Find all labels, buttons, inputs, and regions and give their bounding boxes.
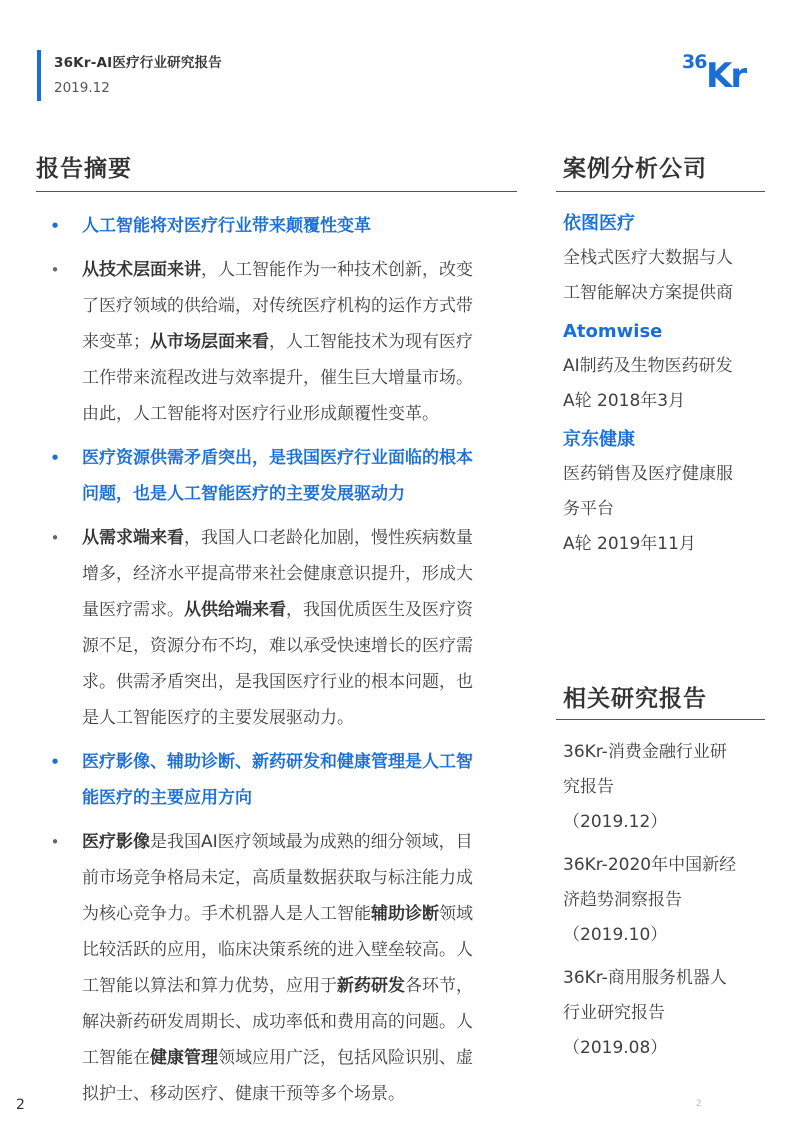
body-text: ，我国优质医生及医疗资 [286,600,473,620]
emphasis-text: 从市场层面来看 [150,332,269,352]
company-name: 京东健康 [563,429,635,450]
body-text: 比较活跃的应用，临床决策系统的进入壁垒较高。人 [82,940,473,960]
body-text: 了医疗领域的供给端，对传统医疗机构的运作方式带 [82,296,473,316]
body-text: ，人工智能技术为现有医疗 [269,332,473,352]
svg-text:Kr: Kr [706,56,746,94]
text-line: 人工智能将对医疗行业带来颠覆性变革 [82,216,371,236]
text-line [82,896,520,932]
emphasis-text: 辅助诊断 [371,904,439,924]
body-text: 工智能在 [82,1048,150,1068]
key-point [48,744,520,816]
company-description: 工智能解决方案提供商 [563,283,733,303]
report-date: （2019.12） [563,812,668,832]
emphasis-text: 从供给端来看 [184,600,286,620]
body-text: 拟护士、移动医疗、健康干预等多个场景。 [82,1084,405,1104]
report-title: 济趋势洞察报告 [563,890,682,910]
cases-heading: 案例分析公司 [563,156,707,182]
related-report[interactable] [563,848,768,953]
spacer [48,512,520,520]
report-date: （2019.10） [563,925,668,945]
detail-paragraph [48,252,520,432]
emphasis-text: 健康管理 [150,1048,218,1068]
company-description: 务平台 [563,499,614,519]
body-text: 量医疗需求。 [82,600,184,620]
body-text: 由此，人工智能将对医疗行业形成颠覆性变革。 [82,404,439,424]
key-point [48,440,520,512]
bullet-icon: • [50,261,60,279]
text-line [82,1004,520,1040]
key-point [48,208,520,244]
text-line: 问题，也是人工智能医疗的主要发展驱动力 [82,484,405,504]
summary-heading: 报告摘要 [36,156,132,182]
bullet-icon: • [50,753,60,771]
company-description: AI制药及生物医药研发 [563,356,733,376]
related-list [563,735,768,1074]
text-line [82,664,520,700]
body-text: 为核心竞争力。手术机器人是人工智能 [82,904,371,924]
summary-divider [36,191,517,192]
text-line [82,520,520,556]
body-text: 领域应用广泛，包括风险识别、虚 [218,1048,473,1068]
emphasis-text: 从需求端来看 [82,528,184,548]
body-text: 求。供需矛盾突出，是我国医疗行业的根本问题，也 [82,672,473,692]
text-line: 能医疗的主要应用方向 [82,788,252,808]
emphasis-text: 医疗影像 [82,832,150,852]
text-line [82,860,520,896]
page-number: 2 [16,1097,25,1113]
related-report[interactable] [563,961,768,1066]
related-divider [556,719,765,720]
body-text: 工作带来流程改进与效率提升，催生巨大增量市场。 [82,368,473,388]
company-description: A轮 2018年3月 [563,391,686,411]
company-name: Atomwise [563,321,663,342]
text-line [82,1040,520,1076]
body-text: 前市场竞争格局未定，高质量数据获取与标注能力成 [82,868,473,888]
body-text: 增多，经济水平提高带来社会健康意识提升，形成大 [82,564,473,584]
text-line [82,360,520,396]
report-title: 36Kr-AI医疗行业研究报告 [54,55,222,71]
text-line: 医疗资源供需矛盾突出，是我国医疗行业面临的根本 [82,448,473,468]
company-description: 医药销售及医疗健康服 [563,464,733,484]
text-line [82,396,520,432]
text-line [82,556,520,592]
header-accent-bar [37,50,41,101]
text-line: 医疗影像、辅助诊断、新药研发和健康管理是人工智 [82,752,473,772]
company-name: 依图医疗 [563,213,635,234]
text-line [82,932,520,968]
related-heading: 相关研究报告 [563,686,707,712]
report-title: 究报告 [563,777,614,797]
company-entry [563,315,768,419]
body-text: 各环节， [405,976,473,996]
page-number-small: 2 [696,1099,702,1109]
cases-divider [556,191,765,192]
company-entry [563,207,768,311]
cases-list [563,207,768,566]
bullet-icon: • [50,217,60,235]
spacer [48,432,520,440]
body-text: 源不足，资源分布不均，难以承受快速增长的医疗需 [82,636,473,656]
report-title: 36Kr-消费金融行业研 [563,742,727,762]
summary-list [48,208,520,1112]
body-text: ，我国人口老龄化加剧，慢性疾病数量 [184,528,473,548]
text-line [82,324,520,360]
text-line [82,288,520,324]
report-title: 行业研究报告 [563,1003,665,1023]
spacer [48,244,520,252]
text-line [82,628,520,664]
36kr-logo [680,42,764,94]
body-text: 解决新药研发周期长、成功率低和费用高的问题。人 [82,1012,473,1032]
text-line [82,700,520,736]
emphasis-text: 从技术层面来讲 [82,260,201,280]
bullet-icon: • [50,449,60,467]
text-line [82,1076,520,1112]
bullet-icon: • [50,529,60,547]
body-text: 来变革； [82,332,150,352]
report-date: 2019.12 [54,80,110,96]
text-line [82,592,520,628]
company-description: A轮 2019年11月 [563,534,696,554]
body-text: ，人工智能作为一种技术创新，改变 [201,260,473,280]
text-line [82,968,520,1004]
spacer [48,736,520,744]
report-date: （2019.08） [563,1038,668,1058]
bullet-icon: • [50,833,60,851]
company-entry [563,423,768,562]
body-text: 是人工智能医疗的主要发展驱动力。 [82,708,354,728]
company-description: 全栈式医疗大数据与人 [563,248,733,268]
text-line [82,252,520,288]
report-title: 36Kr-商用服务机器人 [563,968,727,988]
svg-text:36: 36 [682,51,707,73]
emphasis-text: 新药研发 [337,976,405,996]
related-report[interactable] [563,735,768,840]
detail-paragraph [48,824,520,1112]
detail-paragraph [48,520,520,736]
body-text: 是我国AI医疗领域最为成熟的细分领域，目 [150,832,473,852]
spacer [48,816,520,824]
body-text: 工智能以算法和算力优势，应用于 [82,976,337,996]
text-line [82,824,520,860]
body-text: 领域 [439,904,473,924]
report-title: 36Kr-2020年中国新经 [563,855,737,875]
